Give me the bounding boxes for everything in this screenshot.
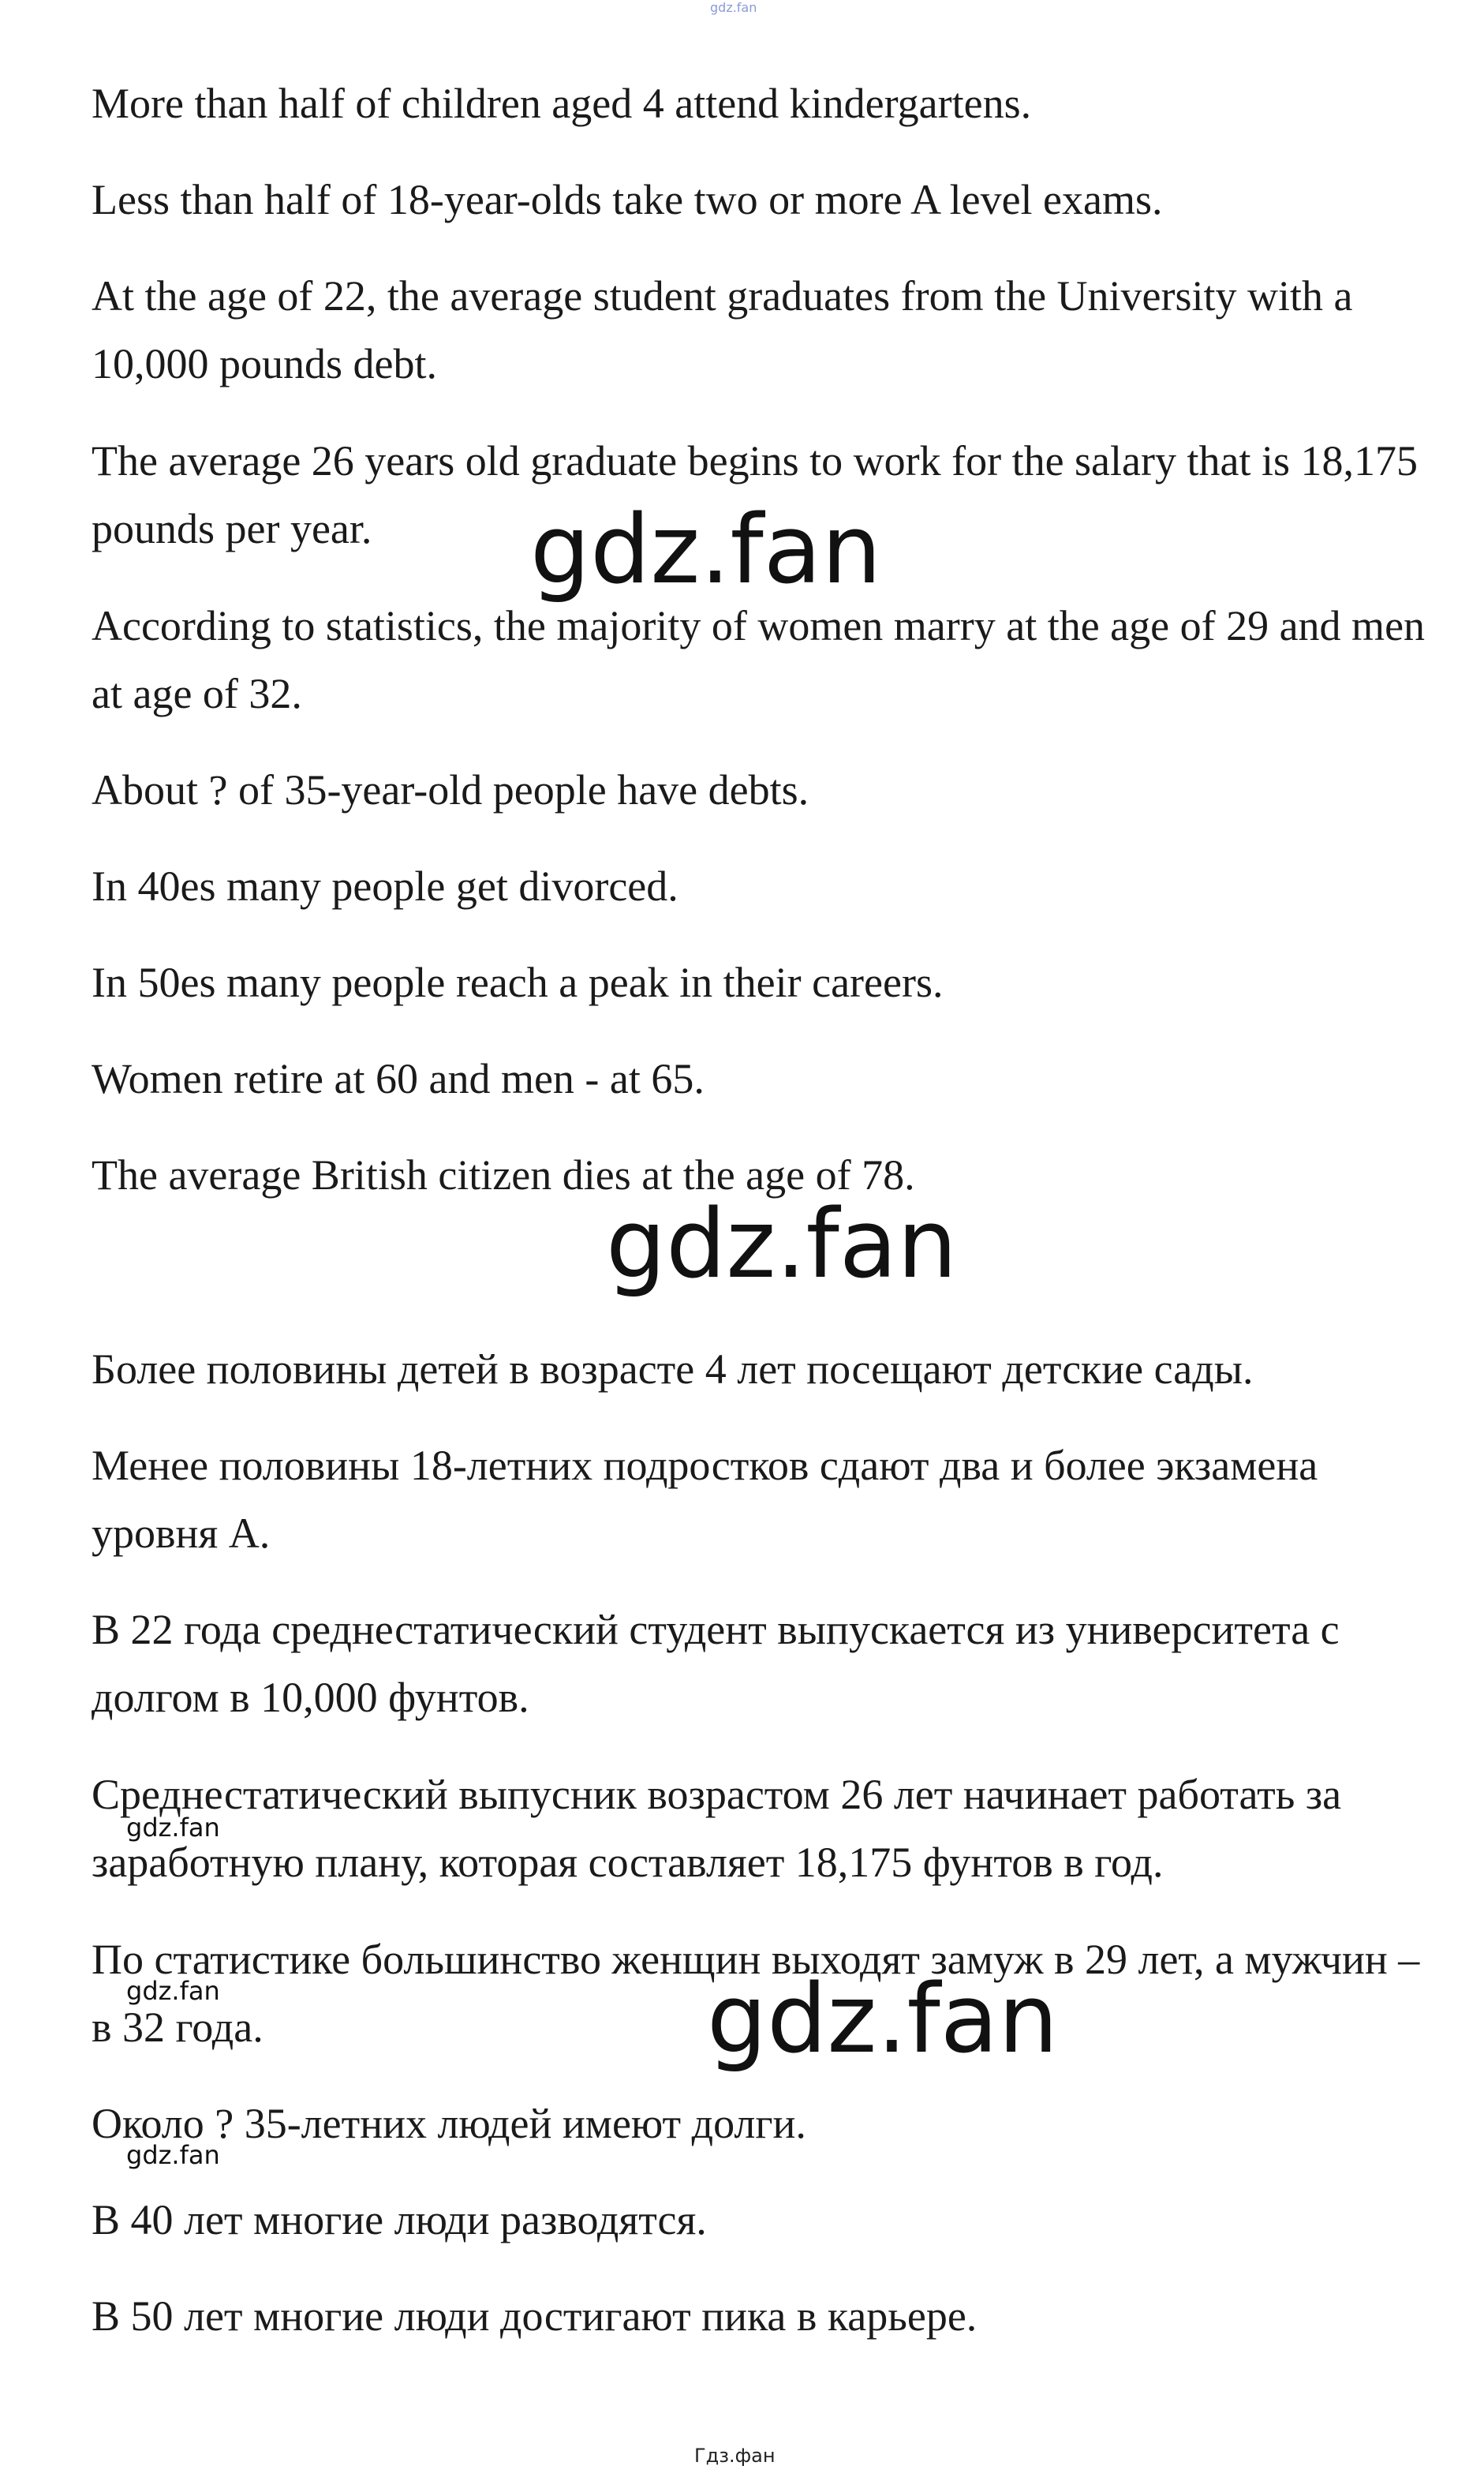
- english-sentence-6: About ? of 35-year-old people have debts.: [92, 766, 809, 814]
- russian-sentence-1: Более половины детей в возрасте 4 лет посещают детские сады.: [92, 1345, 1254, 1393]
- english-sentence-10: The average British citizen dies at the age of 78.: [92, 1151, 915, 1199]
- english-sentence-3: At the age of 22, the average student graduates from the University with a 10,000 pounds debt.: [92, 272, 1353, 387]
- english-sentence-8: In 50es many people reach a peak in their careers.: [92, 959, 944, 1006]
- watermark-small-3: gdz.fan: [126, 2140, 220, 2170]
- english-sentence-4: The average 26 years old graduate begins to work for the salary that is 18,175 pounds per year.: [92, 437, 1418, 552]
- top-watermark: gdz.fan: [710, 0, 757, 15]
- watermark-large-1: gdz.fan: [530, 496, 882, 605]
- russian-sentence-3: В 22 года среднестатический студент выпускается из университета с долгом в 10,000 фунтов.: [92, 1606, 1340, 1721]
- english-sentence-7: In 40es many people get divorced.: [92, 862, 678, 910]
- watermark-small-2: gdz.fan: [126, 1976, 220, 2006]
- watermark-large-2: gdz.fan: [606, 1190, 958, 1300]
- english-sentence-1: More than half of children aged 4 attend kindergartens.: [92, 80, 1032, 127]
- russian-sentence-5: По статистике большинство женщин выходят замуж в 29 лет, а мужчин – в 32 года.: [92, 1936, 1420, 2051]
- english-sentence-2: Less than half of 18-year-olds take two or more A level exams.: [92, 176, 1163, 223]
- russian-sentence-7: В 40 лет многие люди разводятся.: [92, 2196, 707, 2243]
- russian-sentence-4: Среднестатический выпусник возрастом 26 лет начинает работать за заработную плану, которая составляет 18,175 фунтов в год.: [92, 1771, 1342, 1886]
- watermark-large-3: gdz.fan: [707, 1965, 1059, 2075]
- english-sentence-5: According to statistics, the majority of women marry at the age of 29 and men at age of 32.: [92, 602, 1426, 717]
- russian-sentence-6: Около ? 35-летних людей имеют долги.: [92, 2100, 806, 2147]
- russian-sentence-2: Менее половины 18-летних подростков сдают два и более экзамена уровня А.: [92, 1442, 1318, 1557]
- watermark-small-1: gdz.fan: [126, 1813, 220, 1843]
- english-sentence-9: Women retire at 60 and men - at 65.: [92, 1055, 705, 1102]
- footer-watermark: Гдз.фан: [694, 2445, 776, 2467]
- russian-sentence-8: В 50 лет многие люди достигают пика в карьере.: [92, 2292, 977, 2340]
